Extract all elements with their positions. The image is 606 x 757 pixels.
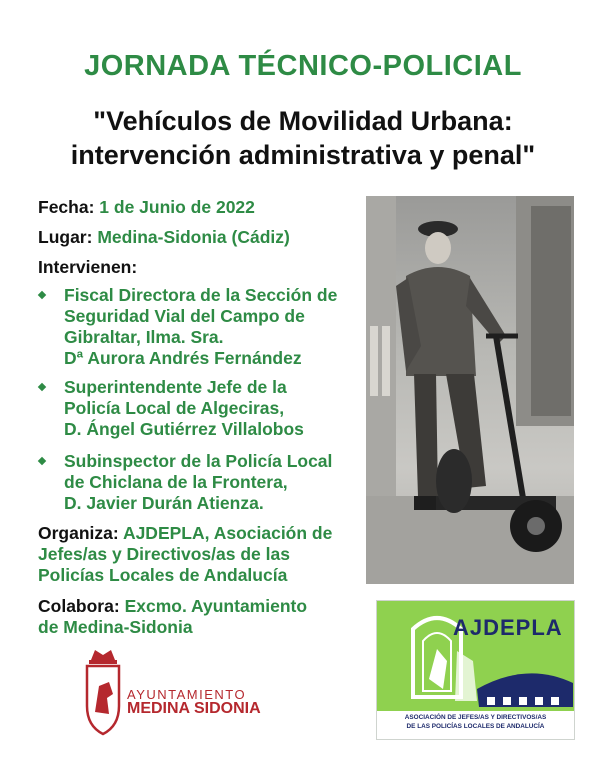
organiza-line-2: Jefes/as y Directivos/as de las	[38, 544, 290, 564]
speaker-line: Superintendente Jefe de la	[64, 377, 287, 397]
subtitle-line-2: intervención administrativa y penal"	[70, 140, 536, 170]
colabora-line-2: de Medina-Sidonia	[38, 617, 193, 637]
speaker-line: Seguridad Vial del Campo de	[64, 306, 305, 326]
colabora-row	[38, 596, 307, 617]
speaker-line: Gibraltar, Ilma. Sra.	[64, 327, 224, 347]
ayuntamiento-top-text: AYUNTAMIENTO	[127, 687, 247, 702]
speaker-line: Dª Aurora Andrés Fernández	[64, 348, 302, 368]
lugar-label: Lugar:	[38, 227, 93, 247]
ajdepla-logo	[376, 600, 575, 740]
colabora-line-1: Excmo. Ayuntamiento	[124, 596, 308, 616]
event-title: JORNADA TÉCNICO-POLICIAL	[84, 50, 522, 82]
organiza-line-3: Policías Locales de Andalucía	[38, 565, 288, 585]
ajdepla-caption-2: DE LAS POLICÍAS LOCALES DE ANDALUCÍA	[406, 723, 545, 730]
event-subtitle	[0, 104, 606, 172]
ajdepla-wordmark: AJDEPLA	[453, 615, 563, 640]
bullet-diamond-icon	[38, 291, 46, 299]
fecha-value: 1 de Junio de 2022	[99, 197, 255, 217]
speaker-line: D. Javier Durán Atienza.	[64, 493, 264, 513]
ayuntamiento-logo	[83, 646, 283, 736]
historic-scooter-photo	[366, 196, 574, 584]
fecha-row	[38, 197, 255, 218]
subtitle-line-1: "Vehículos de Movilidad Urbana:	[93, 106, 513, 136]
organiza-row	[38, 523, 332, 544]
lugar-value: Medina-Sidonia (Cádiz)	[97, 227, 290, 247]
colabora-label: Colabora:	[38, 596, 120, 616]
speaker-line: Policía Local de Algeciras,	[64, 398, 285, 418]
speaker-line: Subinspector de la Policía Local	[64, 451, 333, 471]
intervienen-label: Intervienen:	[38, 257, 138, 277]
lugar-row	[38, 227, 290, 248]
bullet-diamond-icon	[38, 383, 46, 391]
speaker-line: de Chiclana de la Frontera,	[64, 472, 288, 492]
ajdepla-caption-1: ASOCIACIÓN DE JEFES/AS Y DIRECTIVOS/AS	[404, 714, 547, 721]
organiza-label: Organiza:	[38, 523, 119, 543]
organiza-line-1: AJDEPLA, Asociación de	[122, 523, 333, 543]
speaker-line: D. Ángel Gutiérrez Villalobos	[64, 419, 304, 439]
bullet-diamond-icon	[38, 457, 46, 465]
speaker-line: Fiscal Directora de la Sección de	[64, 285, 338, 305]
fecha-label: Fecha:	[38, 197, 95, 217]
ayuntamiento-bottom-text: MEDINA SIDONIA	[127, 700, 261, 717]
